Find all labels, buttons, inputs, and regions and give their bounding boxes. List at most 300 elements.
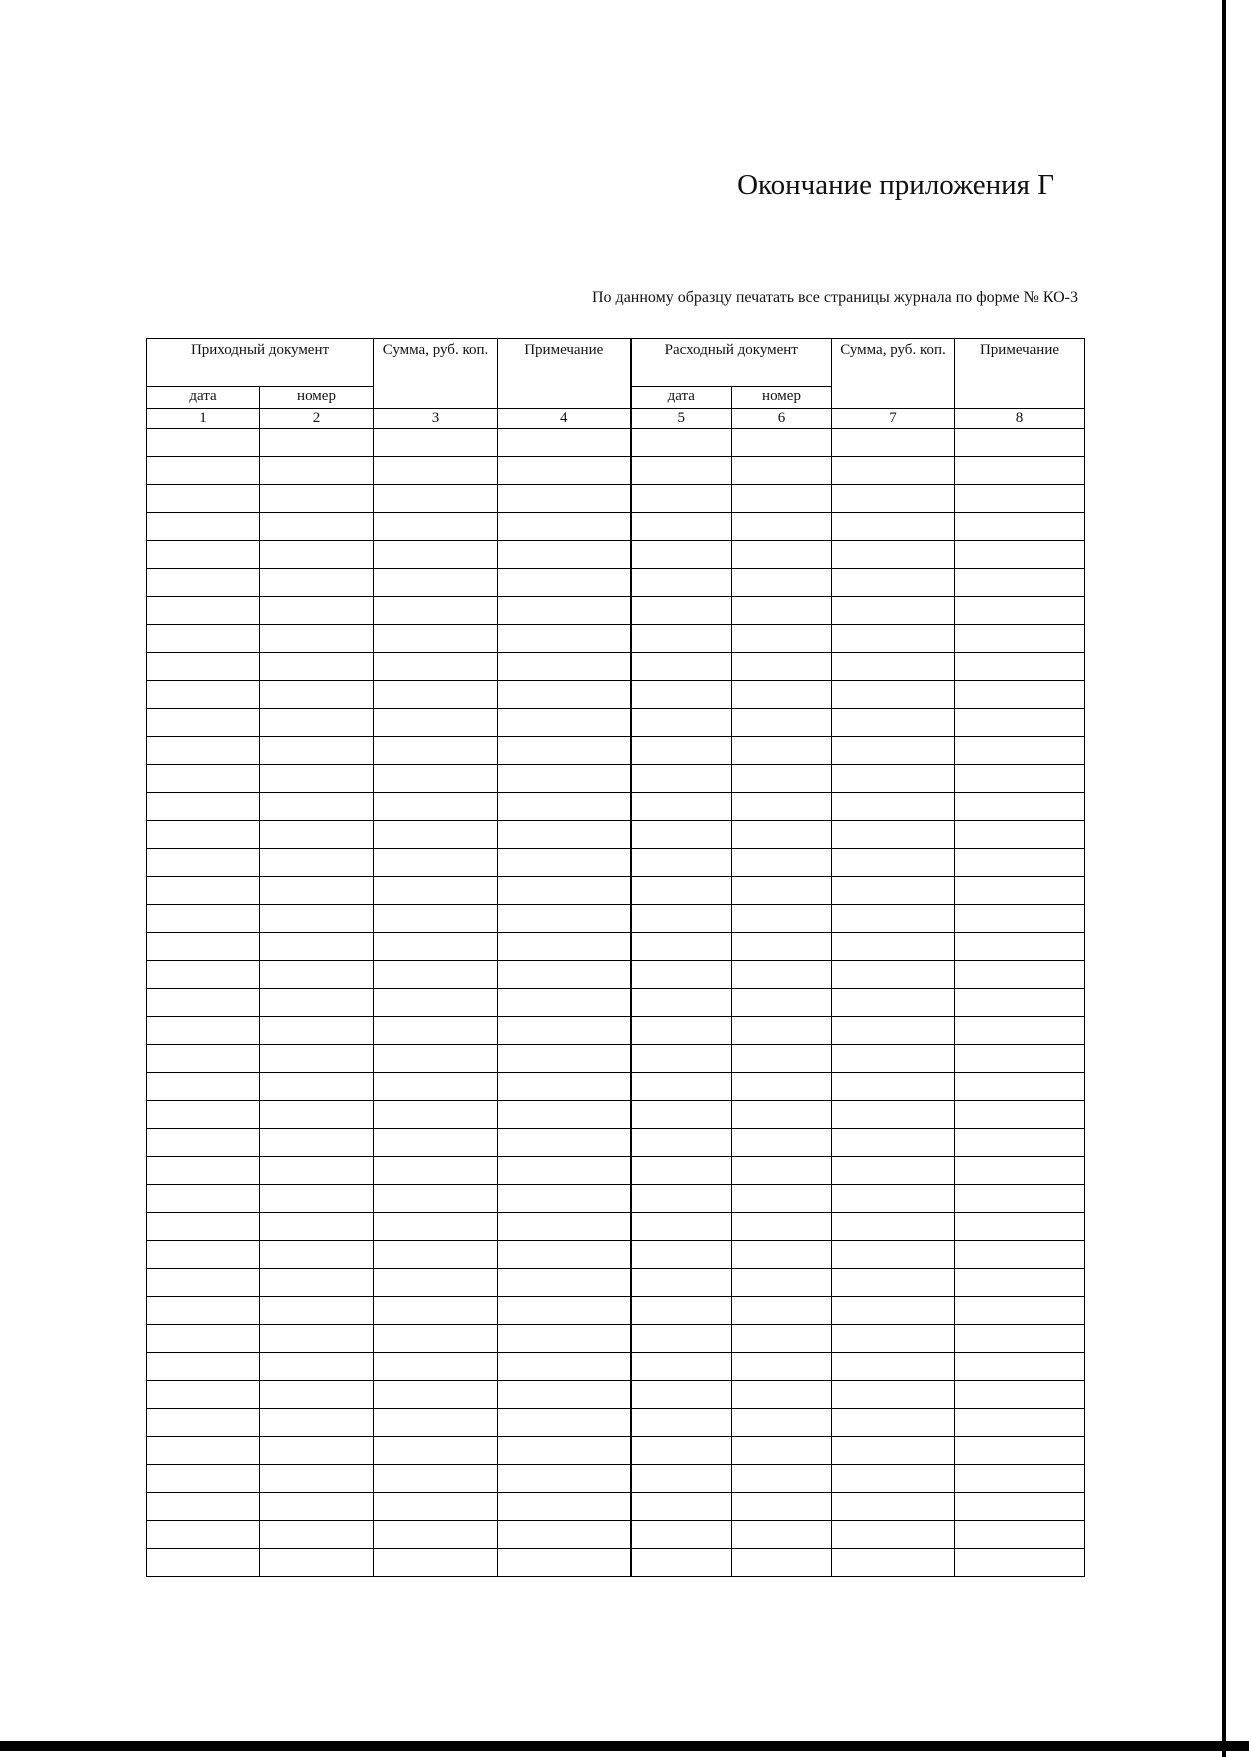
empty-cell bbox=[260, 1465, 374, 1493]
empty-cell bbox=[147, 1129, 260, 1157]
empty-cell bbox=[631, 849, 732, 877]
empty-cell bbox=[732, 1353, 832, 1381]
empty-cell bbox=[832, 1101, 955, 1129]
empty-cell bbox=[147, 821, 260, 849]
empty-cell bbox=[147, 1185, 260, 1213]
empty-cell bbox=[955, 1437, 1085, 1465]
column-number: 7 bbox=[832, 409, 955, 429]
empty-cell bbox=[631, 1353, 732, 1381]
empty-cell bbox=[832, 1017, 955, 1045]
empty-cell bbox=[498, 681, 631, 709]
empty-cell bbox=[732, 513, 832, 541]
empty-cell bbox=[631, 1437, 732, 1465]
empty-cell bbox=[498, 1101, 631, 1129]
empty-cell bbox=[732, 905, 832, 933]
empty-cell bbox=[147, 1521, 260, 1549]
empty-cell bbox=[374, 1325, 498, 1353]
table-row bbox=[147, 849, 1085, 877]
empty-cell bbox=[732, 1493, 832, 1521]
table-row bbox=[147, 737, 1085, 765]
empty-cell bbox=[498, 1241, 631, 1269]
empty-cell bbox=[955, 1465, 1085, 1493]
empty-cell bbox=[955, 877, 1085, 905]
empty-cell bbox=[732, 429, 832, 457]
table-row bbox=[147, 1381, 1085, 1409]
date-header-1: дата bbox=[147, 387, 260, 409]
empty-cell bbox=[374, 737, 498, 765]
empty-cell bbox=[631, 1465, 732, 1493]
empty-cell bbox=[374, 429, 498, 457]
empty-cell bbox=[498, 1353, 631, 1381]
empty-cell bbox=[498, 1437, 631, 1465]
empty-cell bbox=[832, 1213, 955, 1241]
table-row bbox=[147, 1493, 1085, 1521]
empty-cell bbox=[498, 1381, 631, 1409]
empty-cell bbox=[631, 989, 732, 1017]
empty-cell bbox=[631, 1073, 732, 1101]
empty-cell bbox=[498, 1521, 631, 1549]
empty-cell bbox=[732, 877, 832, 905]
empty-cell bbox=[631, 1493, 732, 1521]
empty-cell bbox=[498, 933, 631, 961]
empty-cell bbox=[260, 1549, 374, 1577]
empty-cell bbox=[498, 1297, 631, 1325]
empty-cell bbox=[955, 1101, 1085, 1129]
empty-cell bbox=[631, 1325, 732, 1353]
empty-cell bbox=[498, 653, 631, 681]
table-row bbox=[147, 513, 1085, 541]
empty-cell bbox=[832, 653, 955, 681]
table-row bbox=[147, 989, 1085, 1017]
empty-cell bbox=[832, 793, 955, 821]
empty-cell bbox=[631, 513, 732, 541]
empty-cell bbox=[955, 709, 1085, 737]
empty-cell bbox=[631, 765, 732, 793]
empty-cell bbox=[147, 485, 260, 513]
empty-cell bbox=[832, 877, 955, 905]
empty-cell bbox=[260, 1381, 374, 1409]
empty-cell bbox=[832, 765, 955, 793]
empty-cell bbox=[260, 1017, 374, 1045]
empty-cell bbox=[147, 1465, 260, 1493]
table-row bbox=[147, 961, 1085, 989]
empty-cell bbox=[498, 1073, 631, 1101]
empty-cell bbox=[631, 1297, 732, 1325]
empty-cell bbox=[732, 1381, 832, 1409]
empty-cell bbox=[631, 681, 732, 709]
empty-cell bbox=[147, 793, 260, 821]
empty-cell bbox=[260, 1241, 374, 1269]
empty-cell bbox=[498, 1157, 631, 1185]
empty-cell bbox=[260, 1437, 374, 1465]
empty-cell bbox=[631, 569, 732, 597]
empty-cell bbox=[260, 737, 374, 765]
empty-cell bbox=[732, 1437, 832, 1465]
empty-cell bbox=[260, 653, 374, 681]
table-row bbox=[147, 765, 1085, 793]
column-number: 3 bbox=[374, 409, 498, 429]
empty-cell bbox=[260, 625, 374, 653]
table-row bbox=[147, 709, 1085, 737]
empty-cell bbox=[732, 1213, 832, 1241]
empty-cell bbox=[374, 1017, 498, 1045]
empty-cell bbox=[147, 765, 260, 793]
empty-cell bbox=[260, 1409, 374, 1437]
empty-cell bbox=[955, 1493, 1085, 1521]
incoming-document-header: Приходный документ bbox=[147, 339, 374, 387]
empty-cell bbox=[631, 933, 732, 961]
empty-cell bbox=[832, 1297, 955, 1325]
note-header-2: Примечание bbox=[955, 339, 1085, 409]
empty-cell bbox=[631, 1213, 732, 1241]
empty-cell bbox=[147, 1493, 260, 1521]
column-number-row bbox=[147, 409, 1085, 429]
empty-cell bbox=[260, 457, 374, 485]
empty-cell bbox=[147, 709, 260, 737]
empty-cell bbox=[374, 1073, 498, 1101]
empty-cell bbox=[631, 541, 732, 569]
empty-cell bbox=[631, 1101, 732, 1129]
empty-cell bbox=[732, 961, 832, 989]
empty-cell bbox=[832, 457, 955, 485]
empty-cell bbox=[374, 1157, 498, 1185]
empty-cell bbox=[374, 989, 498, 1017]
empty-cell bbox=[631, 1549, 732, 1577]
empty-cell bbox=[732, 1521, 832, 1549]
empty-cell bbox=[955, 681, 1085, 709]
empty-cell bbox=[147, 1213, 260, 1241]
amount-header-2: Сумма, руб. коп. bbox=[832, 339, 955, 409]
empty-cell bbox=[374, 933, 498, 961]
empty-cell bbox=[260, 793, 374, 821]
empty-cell bbox=[147, 1241, 260, 1269]
table-row bbox=[147, 1073, 1085, 1101]
empty-cell bbox=[732, 1017, 832, 1045]
table-row bbox=[147, 905, 1085, 933]
empty-cell bbox=[732, 1269, 832, 1297]
empty-cell bbox=[631, 961, 732, 989]
empty-cell bbox=[955, 653, 1085, 681]
empty-cell bbox=[732, 1073, 832, 1101]
empty-cell bbox=[498, 989, 631, 1017]
empty-cell bbox=[498, 877, 631, 905]
empty-cell bbox=[631, 877, 732, 905]
empty-cell bbox=[260, 765, 374, 793]
empty-cell bbox=[955, 1381, 1085, 1409]
empty-cell bbox=[631, 821, 732, 849]
empty-cell bbox=[832, 1353, 955, 1381]
empty-cell bbox=[832, 1185, 955, 1213]
empty-cell bbox=[374, 961, 498, 989]
empty-cell bbox=[260, 1521, 374, 1549]
empty-cell bbox=[260, 1213, 374, 1241]
empty-cell bbox=[498, 513, 631, 541]
empty-cell bbox=[955, 1297, 1085, 1325]
table-row bbox=[147, 1437, 1085, 1465]
empty-cell bbox=[732, 681, 832, 709]
column-number: 8 bbox=[955, 409, 1085, 429]
empty-cell bbox=[147, 1549, 260, 1577]
empty-cell bbox=[732, 541, 832, 569]
scan-right-edge bbox=[1222, 0, 1226, 1757]
empty-cell bbox=[832, 1549, 955, 1577]
empty-cell bbox=[732, 1325, 832, 1353]
empty-cell bbox=[260, 1045, 374, 1073]
empty-cell bbox=[147, 625, 260, 653]
empty-cell bbox=[631, 793, 732, 821]
empty-cell bbox=[374, 821, 498, 849]
empty-cell bbox=[955, 429, 1085, 457]
empty-cell bbox=[498, 1465, 631, 1493]
empty-cell bbox=[260, 1325, 374, 1353]
empty-cell bbox=[832, 1465, 955, 1493]
empty-cell bbox=[832, 933, 955, 961]
empty-cell bbox=[147, 541, 260, 569]
empty-cell bbox=[374, 513, 498, 541]
empty-cell bbox=[631, 1381, 732, 1409]
amount-header-1: Сумма, руб. коп. bbox=[374, 339, 498, 409]
empty-cell bbox=[374, 597, 498, 625]
empty-cell bbox=[498, 541, 631, 569]
empty-cell bbox=[732, 485, 832, 513]
empty-cell bbox=[732, 1297, 832, 1325]
table-row bbox=[147, 457, 1085, 485]
empty-cell bbox=[147, 849, 260, 877]
empty-cell bbox=[631, 1157, 732, 1185]
empty-cell bbox=[631, 1409, 732, 1437]
empty-cell bbox=[260, 1185, 374, 1213]
outgoing-document-header: Расходный документ bbox=[631, 339, 832, 387]
empty-cell bbox=[631, 905, 732, 933]
empty-cell bbox=[147, 1353, 260, 1381]
empty-cell bbox=[498, 961, 631, 989]
empty-cell bbox=[374, 1465, 498, 1493]
empty-cell bbox=[955, 737, 1085, 765]
empty-cell bbox=[147, 933, 260, 961]
empty-cell bbox=[955, 513, 1085, 541]
empty-cell bbox=[374, 1297, 498, 1325]
note-header-1: Примечание bbox=[498, 339, 631, 409]
table-row bbox=[147, 429, 1085, 457]
empty-cell bbox=[260, 1493, 374, 1521]
empty-cell bbox=[955, 625, 1085, 653]
empty-cell bbox=[498, 1213, 631, 1241]
empty-cell bbox=[732, 1241, 832, 1269]
empty-cell bbox=[832, 625, 955, 653]
empty-cell bbox=[498, 821, 631, 849]
empty-cell bbox=[374, 1269, 498, 1297]
empty-cell bbox=[147, 429, 260, 457]
empty-cell bbox=[955, 1549, 1085, 1577]
empty-cell bbox=[955, 1353, 1085, 1381]
empty-cell bbox=[498, 1129, 631, 1157]
empty-cell bbox=[832, 709, 955, 737]
empty-cell bbox=[732, 1129, 832, 1157]
empty-cell bbox=[832, 1045, 955, 1073]
table-row bbox=[147, 1101, 1085, 1129]
empty-cell bbox=[631, 485, 732, 513]
table-row bbox=[147, 1129, 1085, 1157]
empty-cell bbox=[832, 1269, 955, 1297]
empty-cell bbox=[955, 849, 1085, 877]
empty-cell bbox=[260, 961, 374, 989]
empty-cell bbox=[374, 709, 498, 737]
empty-cell bbox=[832, 1409, 955, 1437]
empty-cell bbox=[374, 765, 498, 793]
empty-cell bbox=[832, 1381, 955, 1409]
empty-cell bbox=[732, 1549, 832, 1577]
empty-cell bbox=[498, 1325, 631, 1353]
empty-cell bbox=[260, 1157, 374, 1185]
empty-cell bbox=[260, 429, 374, 457]
empty-cell bbox=[732, 709, 832, 737]
empty-cell bbox=[374, 877, 498, 905]
empty-cell bbox=[955, 1409, 1085, 1437]
empty-cell bbox=[832, 485, 955, 513]
empty-cell bbox=[631, 1521, 732, 1549]
empty-cell bbox=[374, 569, 498, 597]
empty-cell bbox=[260, 849, 374, 877]
table-row bbox=[147, 681, 1085, 709]
empty-cell bbox=[832, 821, 955, 849]
empty-cell bbox=[832, 1325, 955, 1353]
empty-cell bbox=[374, 1437, 498, 1465]
empty-cell bbox=[147, 1437, 260, 1465]
empty-cell bbox=[732, 849, 832, 877]
empty-cell bbox=[631, 1045, 732, 1073]
empty-cell bbox=[260, 513, 374, 541]
empty-cell bbox=[374, 905, 498, 933]
empty-cell bbox=[955, 1017, 1085, 1045]
empty-cell bbox=[260, 1297, 374, 1325]
empty-cell bbox=[832, 1521, 955, 1549]
table-row bbox=[147, 793, 1085, 821]
empty-cell bbox=[260, 681, 374, 709]
empty-cell bbox=[147, 989, 260, 1017]
empty-cell bbox=[260, 1101, 374, 1129]
empty-cell bbox=[732, 1465, 832, 1493]
empty-cell bbox=[260, 1353, 374, 1381]
column-number: 5 bbox=[631, 409, 732, 429]
empty-cell bbox=[147, 1409, 260, 1437]
empty-cell bbox=[147, 653, 260, 681]
empty-cell bbox=[732, 1157, 832, 1185]
empty-cell bbox=[955, 1185, 1085, 1213]
empty-cell bbox=[498, 709, 631, 737]
empty-cell bbox=[832, 681, 955, 709]
empty-cell bbox=[955, 1045, 1085, 1073]
empty-cell bbox=[955, 1269, 1085, 1297]
empty-cell bbox=[955, 541, 1085, 569]
empty-cell bbox=[832, 569, 955, 597]
empty-cell bbox=[498, 1409, 631, 1437]
empty-cell bbox=[260, 989, 374, 1017]
empty-cell bbox=[498, 429, 631, 457]
empty-cell bbox=[955, 1325, 1085, 1353]
empty-cell bbox=[147, 597, 260, 625]
table-row bbox=[147, 1297, 1085, 1325]
empty-cell bbox=[732, 597, 832, 625]
empty-cell bbox=[832, 737, 955, 765]
table-row bbox=[147, 541, 1085, 569]
empty-cell bbox=[147, 569, 260, 597]
empty-cell bbox=[955, 569, 1085, 597]
empty-cell bbox=[732, 765, 832, 793]
empty-cell bbox=[498, 737, 631, 765]
empty-cell bbox=[498, 1017, 631, 1045]
empty-cell bbox=[832, 429, 955, 457]
empty-cell bbox=[498, 569, 631, 597]
empty-cell bbox=[955, 1213, 1085, 1241]
table-row bbox=[147, 1409, 1085, 1437]
table-row bbox=[147, 1269, 1085, 1297]
empty-cell bbox=[732, 1045, 832, 1073]
table-row bbox=[147, 1045, 1085, 1073]
empty-cell bbox=[374, 1241, 498, 1269]
empty-cell bbox=[732, 1409, 832, 1437]
number-header-1: номер bbox=[260, 387, 374, 409]
empty-cell bbox=[147, 1381, 260, 1409]
empty-cell bbox=[374, 457, 498, 485]
empty-cell bbox=[260, 569, 374, 597]
empty-cell bbox=[955, 485, 1085, 513]
column-number: 2 bbox=[260, 409, 374, 429]
empty-cell bbox=[147, 905, 260, 933]
empty-cell bbox=[498, 457, 631, 485]
empty-cell bbox=[147, 457, 260, 485]
empty-cell bbox=[832, 849, 955, 877]
empty-cell bbox=[260, 1073, 374, 1101]
empty-cell bbox=[955, 793, 1085, 821]
empty-cell bbox=[147, 681, 260, 709]
empty-cell bbox=[732, 821, 832, 849]
empty-cell bbox=[955, 1157, 1085, 1185]
empty-cell bbox=[374, 1409, 498, 1437]
empty-cell bbox=[260, 597, 374, 625]
number-header-2: номер bbox=[732, 387, 832, 409]
empty-cell bbox=[498, 793, 631, 821]
empty-cell bbox=[374, 625, 498, 653]
empty-cell bbox=[955, 933, 1085, 961]
empty-cell bbox=[374, 1101, 498, 1129]
empty-cell bbox=[955, 765, 1085, 793]
empty-cell bbox=[147, 1045, 260, 1073]
empty-cell bbox=[955, 821, 1085, 849]
empty-cell bbox=[498, 1549, 631, 1577]
empty-cell bbox=[498, 849, 631, 877]
empty-cell bbox=[260, 905, 374, 933]
table-row bbox=[147, 1465, 1085, 1493]
empty-cell bbox=[147, 737, 260, 765]
empty-cell bbox=[260, 541, 374, 569]
empty-cell bbox=[374, 1045, 498, 1073]
empty-cell bbox=[732, 653, 832, 681]
empty-cell bbox=[498, 1269, 631, 1297]
table-row bbox=[147, 1353, 1085, 1381]
table-row bbox=[147, 653, 1085, 681]
empty-cell bbox=[374, 1213, 498, 1241]
empty-cell bbox=[832, 597, 955, 625]
empty-cell bbox=[631, 1185, 732, 1213]
empty-cell bbox=[498, 1185, 631, 1213]
empty-cell bbox=[631, 709, 732, 737]
print-instruction: По данному образцу печатать все страницы журнала по форме № КО-3 bbox=[592, 289, 1078, 306]
empty-cell bbox=[147, 1297, 260, 1325]
empty-cell bbox=[147, 877, 260, 905]
empty-cell bbox=[498, 765, 631, 793]
empty-cell bbox=[955, 1521, 1085, 1549]
empty-cell bbox=[955, 961, 1085, 989]
